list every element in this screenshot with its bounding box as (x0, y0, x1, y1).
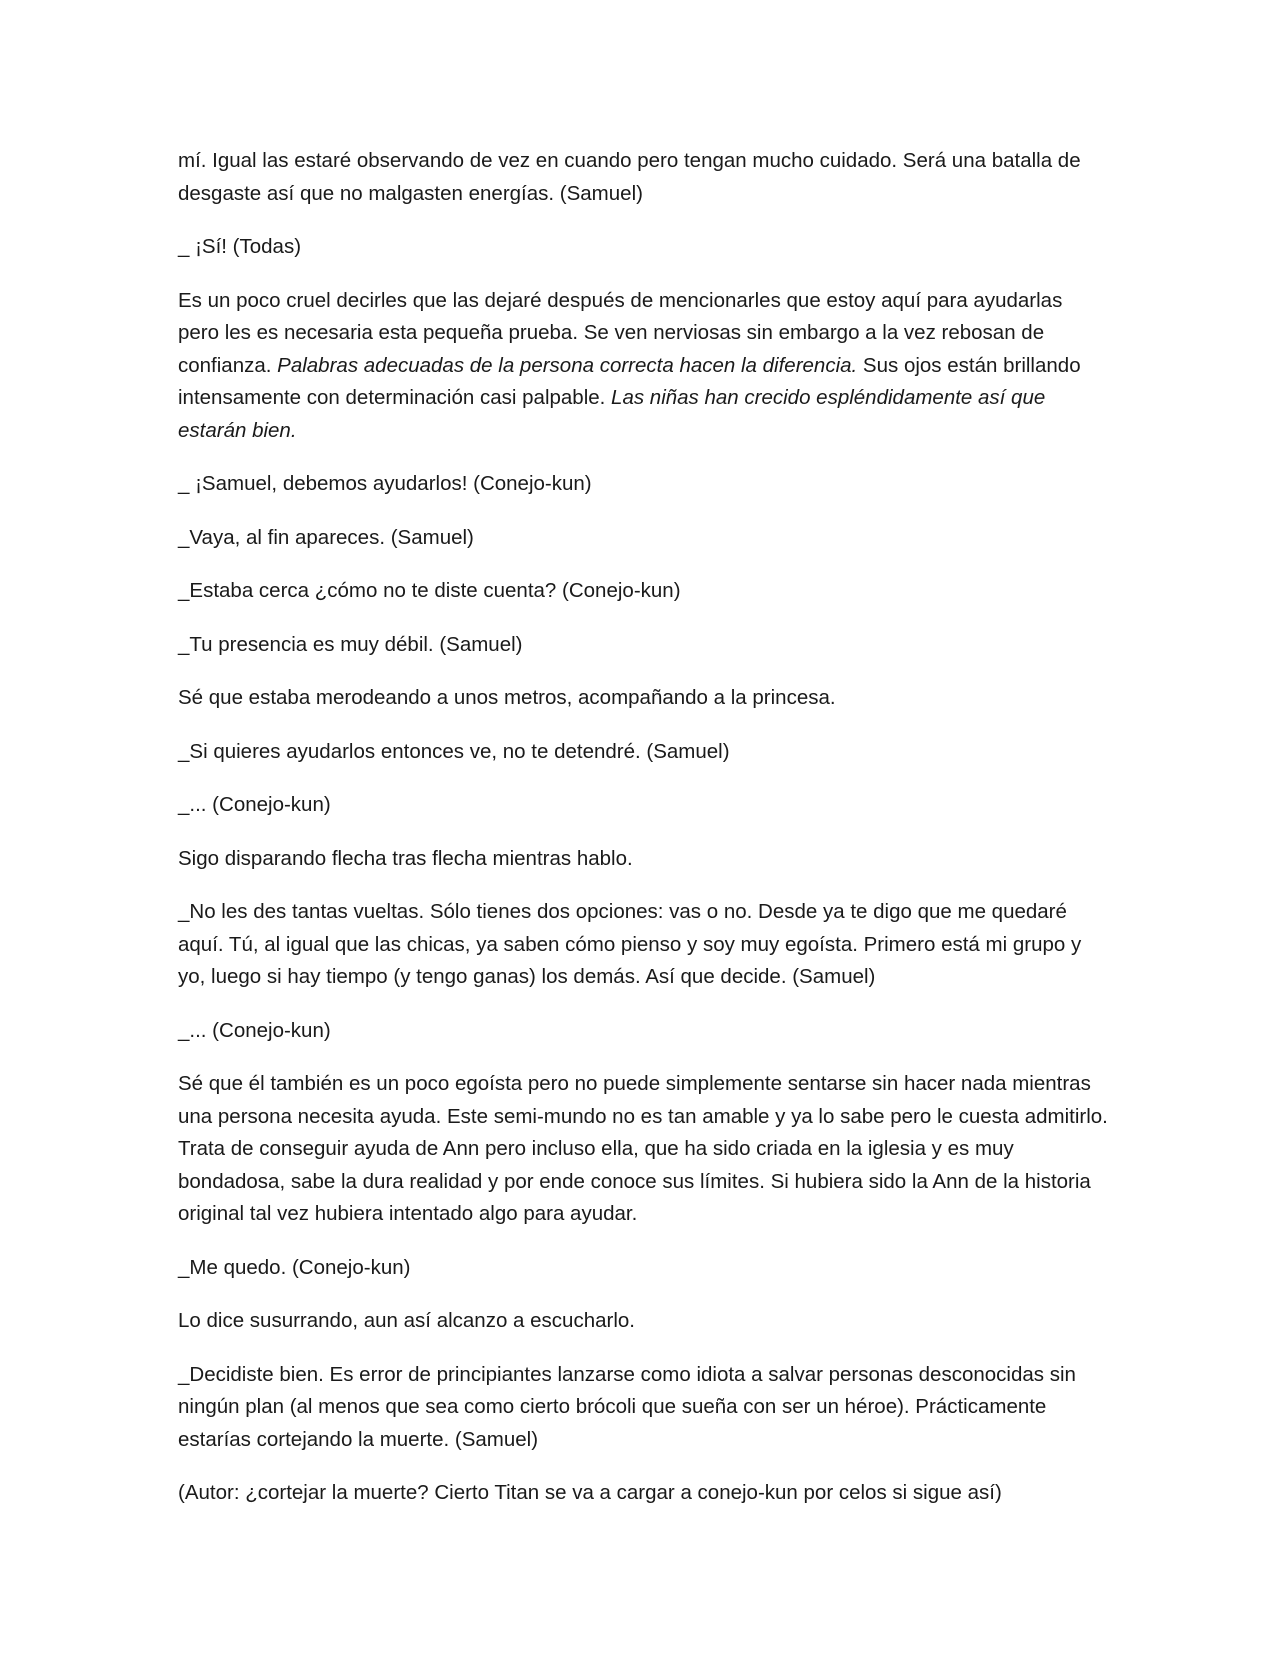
paragraph (178, 789, 1108, 822)
paragraph (178, 1477, 1108, 1510)
text-run: _Decidiste bien. Es error de principiantes lanzarse como idiota a salvar personas desconocidas sin ningún plan (al menos que sea como cierto brócoli que sueña con ser un héroe). Prácticamente estarías cortejando la muerte. (Samuel) (178, 1362, 1076, 1451)
text-run: _... (Conejo-kun) (178, 1018, 331, 1042)
text-run: _No les des tantas vueltas. Sólo tienes dos opciones: vas o no. Desde ya te digo que me quedaré aquí. Tú, al igual que las chicas, ya saben cómo pienso y soy muy egoísta. Primero está mi grupo y yo, luego si hay tiempo (y tengo ganas) los demás. Así que decide. (Samuel) (178, 900, 1082, 988)
text-run: _ ¡Sí! (Todas) (178, 235, 302, 258)
paragraph (178, 1252, 1108, 1285)
paragraph (178, 682, 1108, 715)
text-run: mí. Igual las estaré observando de vez en cuando pero tengan mucho cuidado. Será una batalla de desgaste así que no malgasten energías. (Samuel) (178, 149, 1081, 205)
paragraph (178, 231, 1108, 264)
document-page (178, 145, 1108, 1531)
text-run: Lo dice susurrando, aun así alcanzo a escucharlo. (178, 1309, 635, 1332)
text-run: _Si quieres ayudarlos entonces ve, no te detendré. (Samuel) (178, 739, 730, 763)
text-run: (Autor: ¿cortejar la muerte? Cierto Titan se va a cargar a conejo-kun por celos si sigue así) (178, 1481, 1002, 1504)
text-run: Sus ojos están brillando intensamente con determinación casi palpable. (178, 353, 1081, 409)
italic-text-run: Palabras adecuadas de la persona correcta hacen la diferencia. (277, 353, 858, 377)
paragraph (178, 843, 1108, 876)
text-run: _ ¡Samuel, debemos ayudarlos! (Conejo-kun) (178, 472, 592, 495)
paragraph (178, 522, 1108, 555)
paragraph (178, 575, 1108, 608)
text-run: _Me quedo. (Conejo-kun) (178, 1255, 411, 1279)
text-run: _Estaba cerca ¿cómo no te diste cuenta? (Conejo-kun) (178, 579, 681, 602)
paragraph (178, 1015, 1108, 1048)
text-run: Sé que estaba merodeando a unos metros, acompañando a la princesa. (178, 686, 836, 709)
text-run: _Tu presencia es muy débil. (Samuel) (178, 632, 523, 656)
paragraph (178, 285, 1108, 448)
paragraph (178, 896, 1108, 994)
text-run: _Vaya, al fin apareces. (Samuel) (178, 525, 474, 549)
paragraph (178, 468, 1108, 501)
paragraph (178, 1068, 1108, 1231)
paragraph (178, 1359, 1108, 1457)
paragraph (178, 736, 1108, 769)
paragraph (178, 1305, 1108, 1338)
text-run: Sé que él también es un poco egoísta pero no puede simplemente sentarse sin hacer nada mientras una persona necesita ayuda. Este semi-mundo no es tan amable y ya lo sabe pero le cuesta admitirlo. Trata de conseguir ayuda de Ann pero incluso ella, que ha sido criada en la iglesia y es muy bondadosa, sabe la dura realidad y por ende conoce sus límites. Si hubiera sido la Ann de la historia original tal vez hubiera intentado algo para ayudar. (178, 1072, 1108, 1225)
text-run: _... (Conejo-kun) (178, 793, 331, 816)
paragraph (178, 145, 1108, 210)
text-run: Sigo disparando flecha tras flecha mientras hablo. (178, 846, 633, 870)
paragraph (178, 629, 1108, 662)
text-run: Es un poco cruel decirles que las dejaré después de mencionarles que estoy aquí para ayudarlas pero les es necesaria esta pequeña prueba. Se ven nerviosas sin embargo a la vez rebosan de confianza. (178, 288, 1063, 377)
italic-text-run: Las niñas han crecido espléndidamente así que estarán bien. (178, 386, 1046, 442)
